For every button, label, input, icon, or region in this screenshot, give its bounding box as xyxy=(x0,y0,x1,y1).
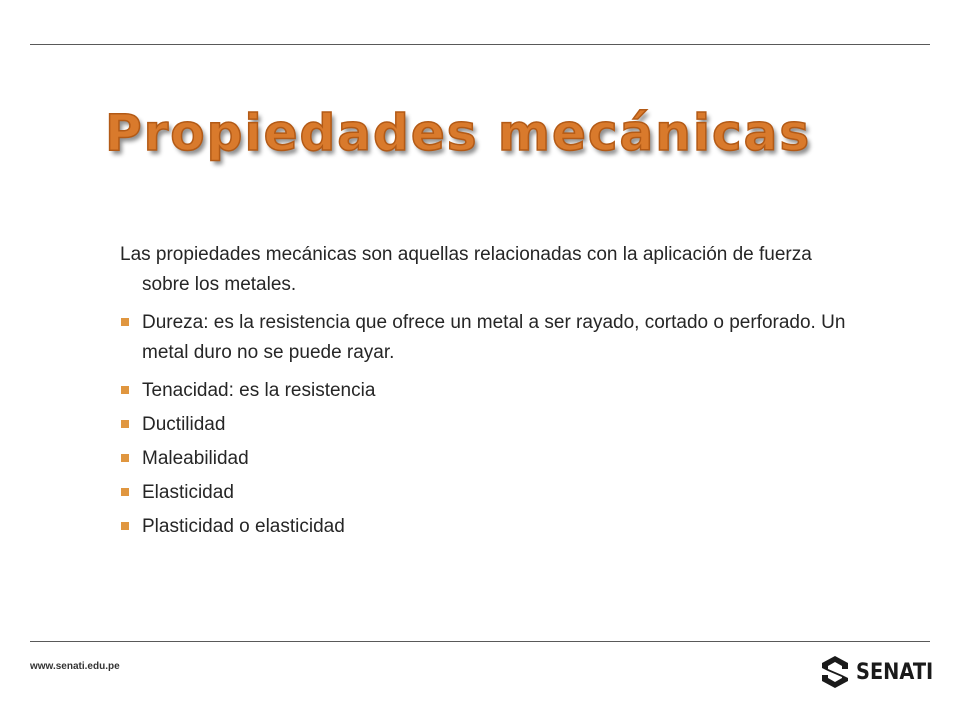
list-item-text: Dureza: es la resistencia que ofrece un metal a ser rayado, cortado o perforado. Un metal duro no se puede rayar. xyxy=(142,312,846,363)
square-bullet-icon xyxy=(121,522,129,530)
bottom-divider xyxy=(30,641,930,642)
list-item xyxy=(120,308,860,368)
list-item-text: Plasticidad o elasticidad xyxy=(142,516,345,537)
slide-body xyxy=(120,240,860,546)
logo-wordmark: SENATI xyxy=(856,659,934,685)
top-divider xyxy=(30,44,930,45)
senati-logo-icon xyxy=(820,655,850,689)
square-bullet-icon xyxy=(121,318,129,326)
footer-url: www.senati.edu.pe xyxy=(30,661,120,672)
list-item-text: Maleabilidad xyxy=(142,448,249,469)
square-bullet-icon xyxy=(121,454,129,462)
list-item xyxy=(120,512,860,542)
list-item-text: Ductilidad xyxy=(142,414,226,435)
intro-paragraph: Las propiedades mecánicas son aquellas relacionadas con la aplicación de fuerza sobre los metales. xyxy=(120,244,812,295)
slide-title: Propiedades mecánicas xyxy=(105,104,812,162)
bullet-list xyxy=(120,308,860,542)
square-bullet-icon xyxy=(121,420,129,428)
list-item xyxy=(120,376,860,406)
square-bullet-icon xyxy=(121,488,129,496)
list-item-text: Tenacidad: es la resistencia xyxy=(142,380,376,401)
list-item xyxy=(120,444,860,474)
square-bullet-icon xyxy=(121,386,129,394)
list-item xyxy=(120,478,860,508)
list-item-text: Elasticidad xyxy=(142,482,234,503)
senati-logo xyxy=(820,655,944,689)
list-item xyxy=(120,410,860,440)
